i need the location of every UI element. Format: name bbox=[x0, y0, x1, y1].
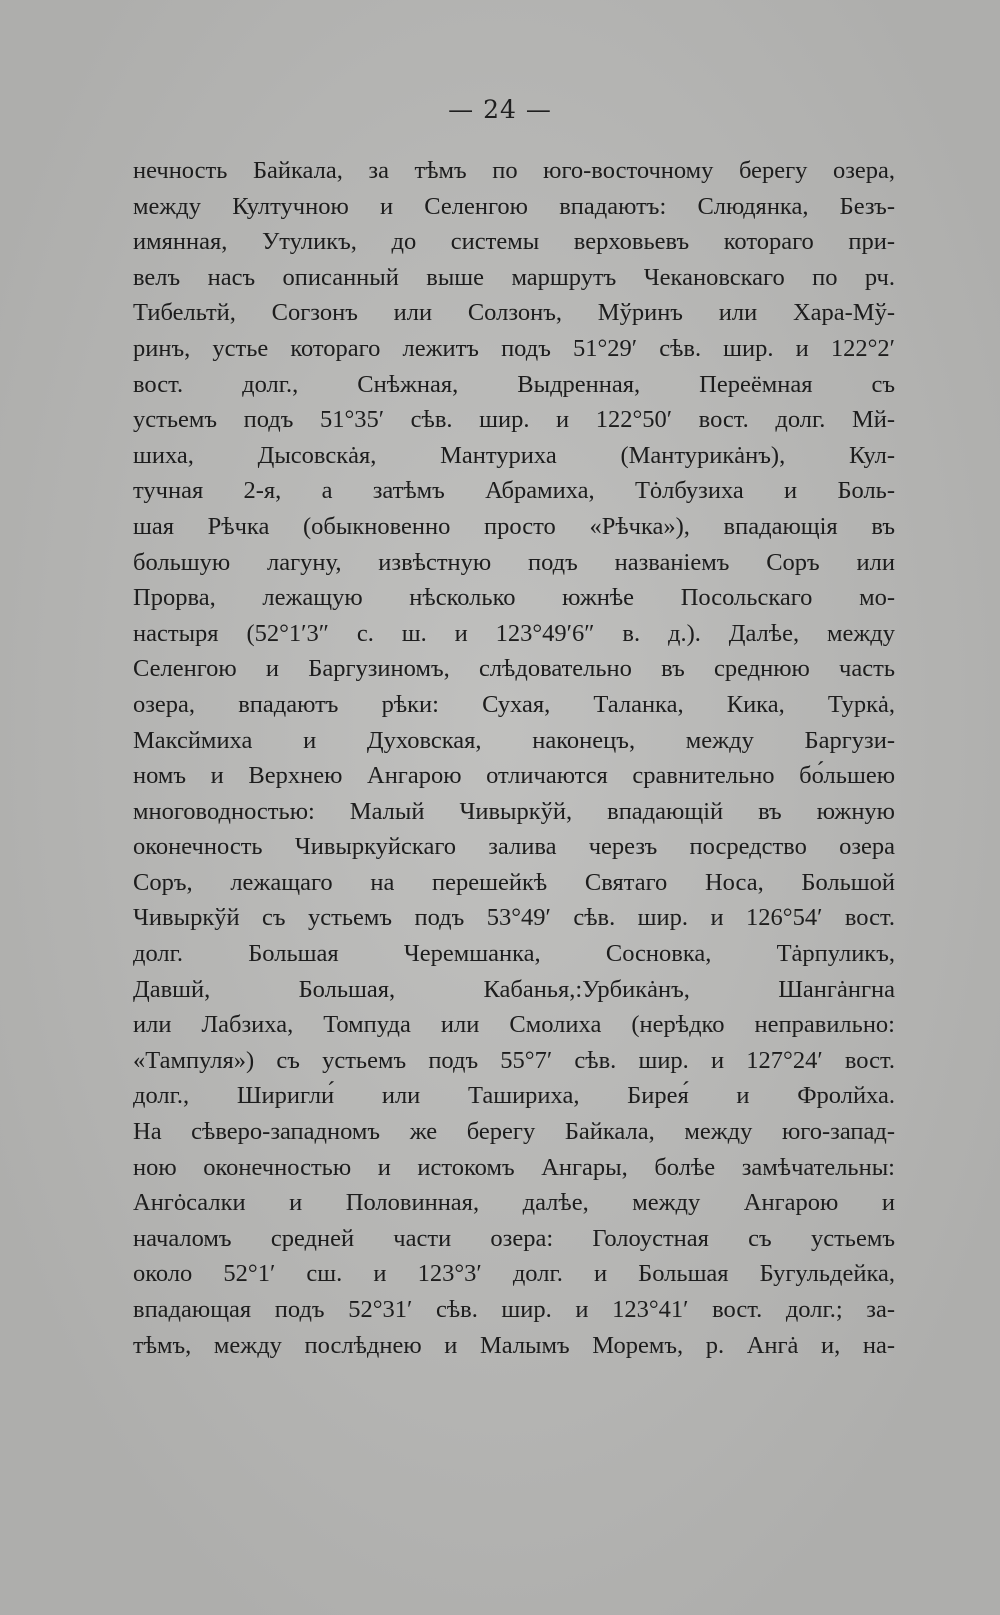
text-line: Чивыркўй съ устьемъ подъ 53°49′ сѣв. шир. и 126°54′ вост. bbox=[133, 904, 895, 932]
text-line: Селенгою и Баргузиномъ, слѣдовательно въ среднюю часть bbox=[133, 655, 895, 683]
text-line: устьемъ подъ 51°35′ сѣв. шир. и 122°50′ вост. долг. Мй- bbox=[133, 406, 895, 434]
text-line: настыря (52°1′3″ с. ш. и 123°49′6″ в. д.). Далѣе, между bbox=[133, 619, 895, 647]
text-line: имянная, Утуликъ, до системы верховьевъ котораго при- bbox=[133, 228, 895, 256]
text-line: Максймиха и Духовская, наконецъ, между Баргузи- bbox=[133, 726, 895, 754]
text-line: около 52°1′ сш. и 123°3′ долг. и Большая Бугульдейка, bbox=[133, 1260, 895, 1288]
text-line: ною оконечностью и истокомъ Ангары, болѣе замѣчательны: bbox=[133, 1153, 895, 1181]
text-line: долг. Большая Черемшанка, Сосновка, Тȧрпуликъ, bbox=[133, 940, 895, 968]
text-line: Ангȯсалки и Половинная, далѣе, между Ангарою и bbox=[133, 1189, 895, 1217]
text-line: Давшй, Большая, Кабанья,:Урбикȧнъ, Шангȧнгна bbox=[133, 975, 895, 1003]
text-line: многоводностью: Малый Чивыркўй, впадающій въ южную bbox=[133, 797, 895, 825]
text-line: На сѣверо-западномъ же берегу Байкала, между юго-запад- bbox=[133, 1118, 895, 1146]
text-line: долг., Ширигли́ или Ташириха, Бирея́ и Фролйха. bbox=[133, 1082, 895, 1110]
text-line: началомъ средней части озера: Голоустная съ устьемъ bbox=[133, 1224, 895, 1252]
text-line: Соръ, лежащаго на перешейкѣ Святаго Носа, Большой bbox=[133, 868, 895, 896]
text-line: озера, впадаютъ рѣки: Сухая, Таланка, Кика, Туркȧ, bbox=[133, 690, 895, 718]
text-line: между Култучною и Селенгою впадаютъ: Слюдянка, Безъ- bbox=[133, 192, 895, 220]
text-line: шая Рѣчка (обыкновенно просто «Рѣчка»), впадающія въ bbox=[133, 512, 895, 540]
text-line: шиха, Дысовскȧя, Мантуриха (Мантурикȧнъ), Кул- bbox=[133, 441, 895, 469]
body-text bbox=[133, 153, 895, 1363]
text-line: Прорва, лежащую нѣсколько южнѣе Посольскаго мо- bbox=[133, 584, 895, 612]
text-line: тучная 2-я, а затѣмъ Абрамиха, Тȯлбузиха и Боль- bbox=[133, 477, 895, 505]
text-line: вост. долг., Снѣжная, Выдренная, Переёмная съ bbox=[133, 370, 895, 398]
text-line: Тибельтй, Согзонъ или Солзонъ, Мўринъ или Хара-Мў- bbox=[133, 299, 895, 327]
text-line: впадающая подъ 52°31′ сѣв. шир. и 123°41′ вост. долг.; за- bbox=[133, 1296, 895, 1323]
text-line: номъ и Верхнею Ангарою отличаются сравнительно бо́льшею bbox=[133, 762, 895, 790]
text-line: велъ насъ описанный выше маршрутъ Чекановскаго по рч. bbox=[133, 263, 895, 291]
text-line: или Лабзиха, Томпуда или Смолиха (нерѣдко неправильно: bbox=[133, 1011, 895, 1039]
text-line: тѣмъ, между послѣднею и Малымъ Моремъ, р. Ангȧ и, на- bbox=[133, 1331, 895, 1359]
text-line: оконечность Чивыркуйскаго залива черезъ посредство озера bbox=[133, 833, 895, 861]
text-line: большую лагуну, извѣстную подъ названіемъ Соръ или bbox=[133, 548, 895, 576]
page-number: — 24 — bbox=[448, 95, 552, 124]
text-line: нечность Байкала, за тѣмъ по юго-восточному берегу озера, bbox=[133, 157, 895, 184]
text-line: ринъ, устье котораго лежитъ подъ 51°29′ сѣв. шир. и 122°2′ bbox=[133, 334, 895, 362]
text-line: «Тампуля») съ устьемъ подъ 55°7′ сѣв. шир. и 127°24′ вост. bbox=[133, 1046, 895, 1074]
